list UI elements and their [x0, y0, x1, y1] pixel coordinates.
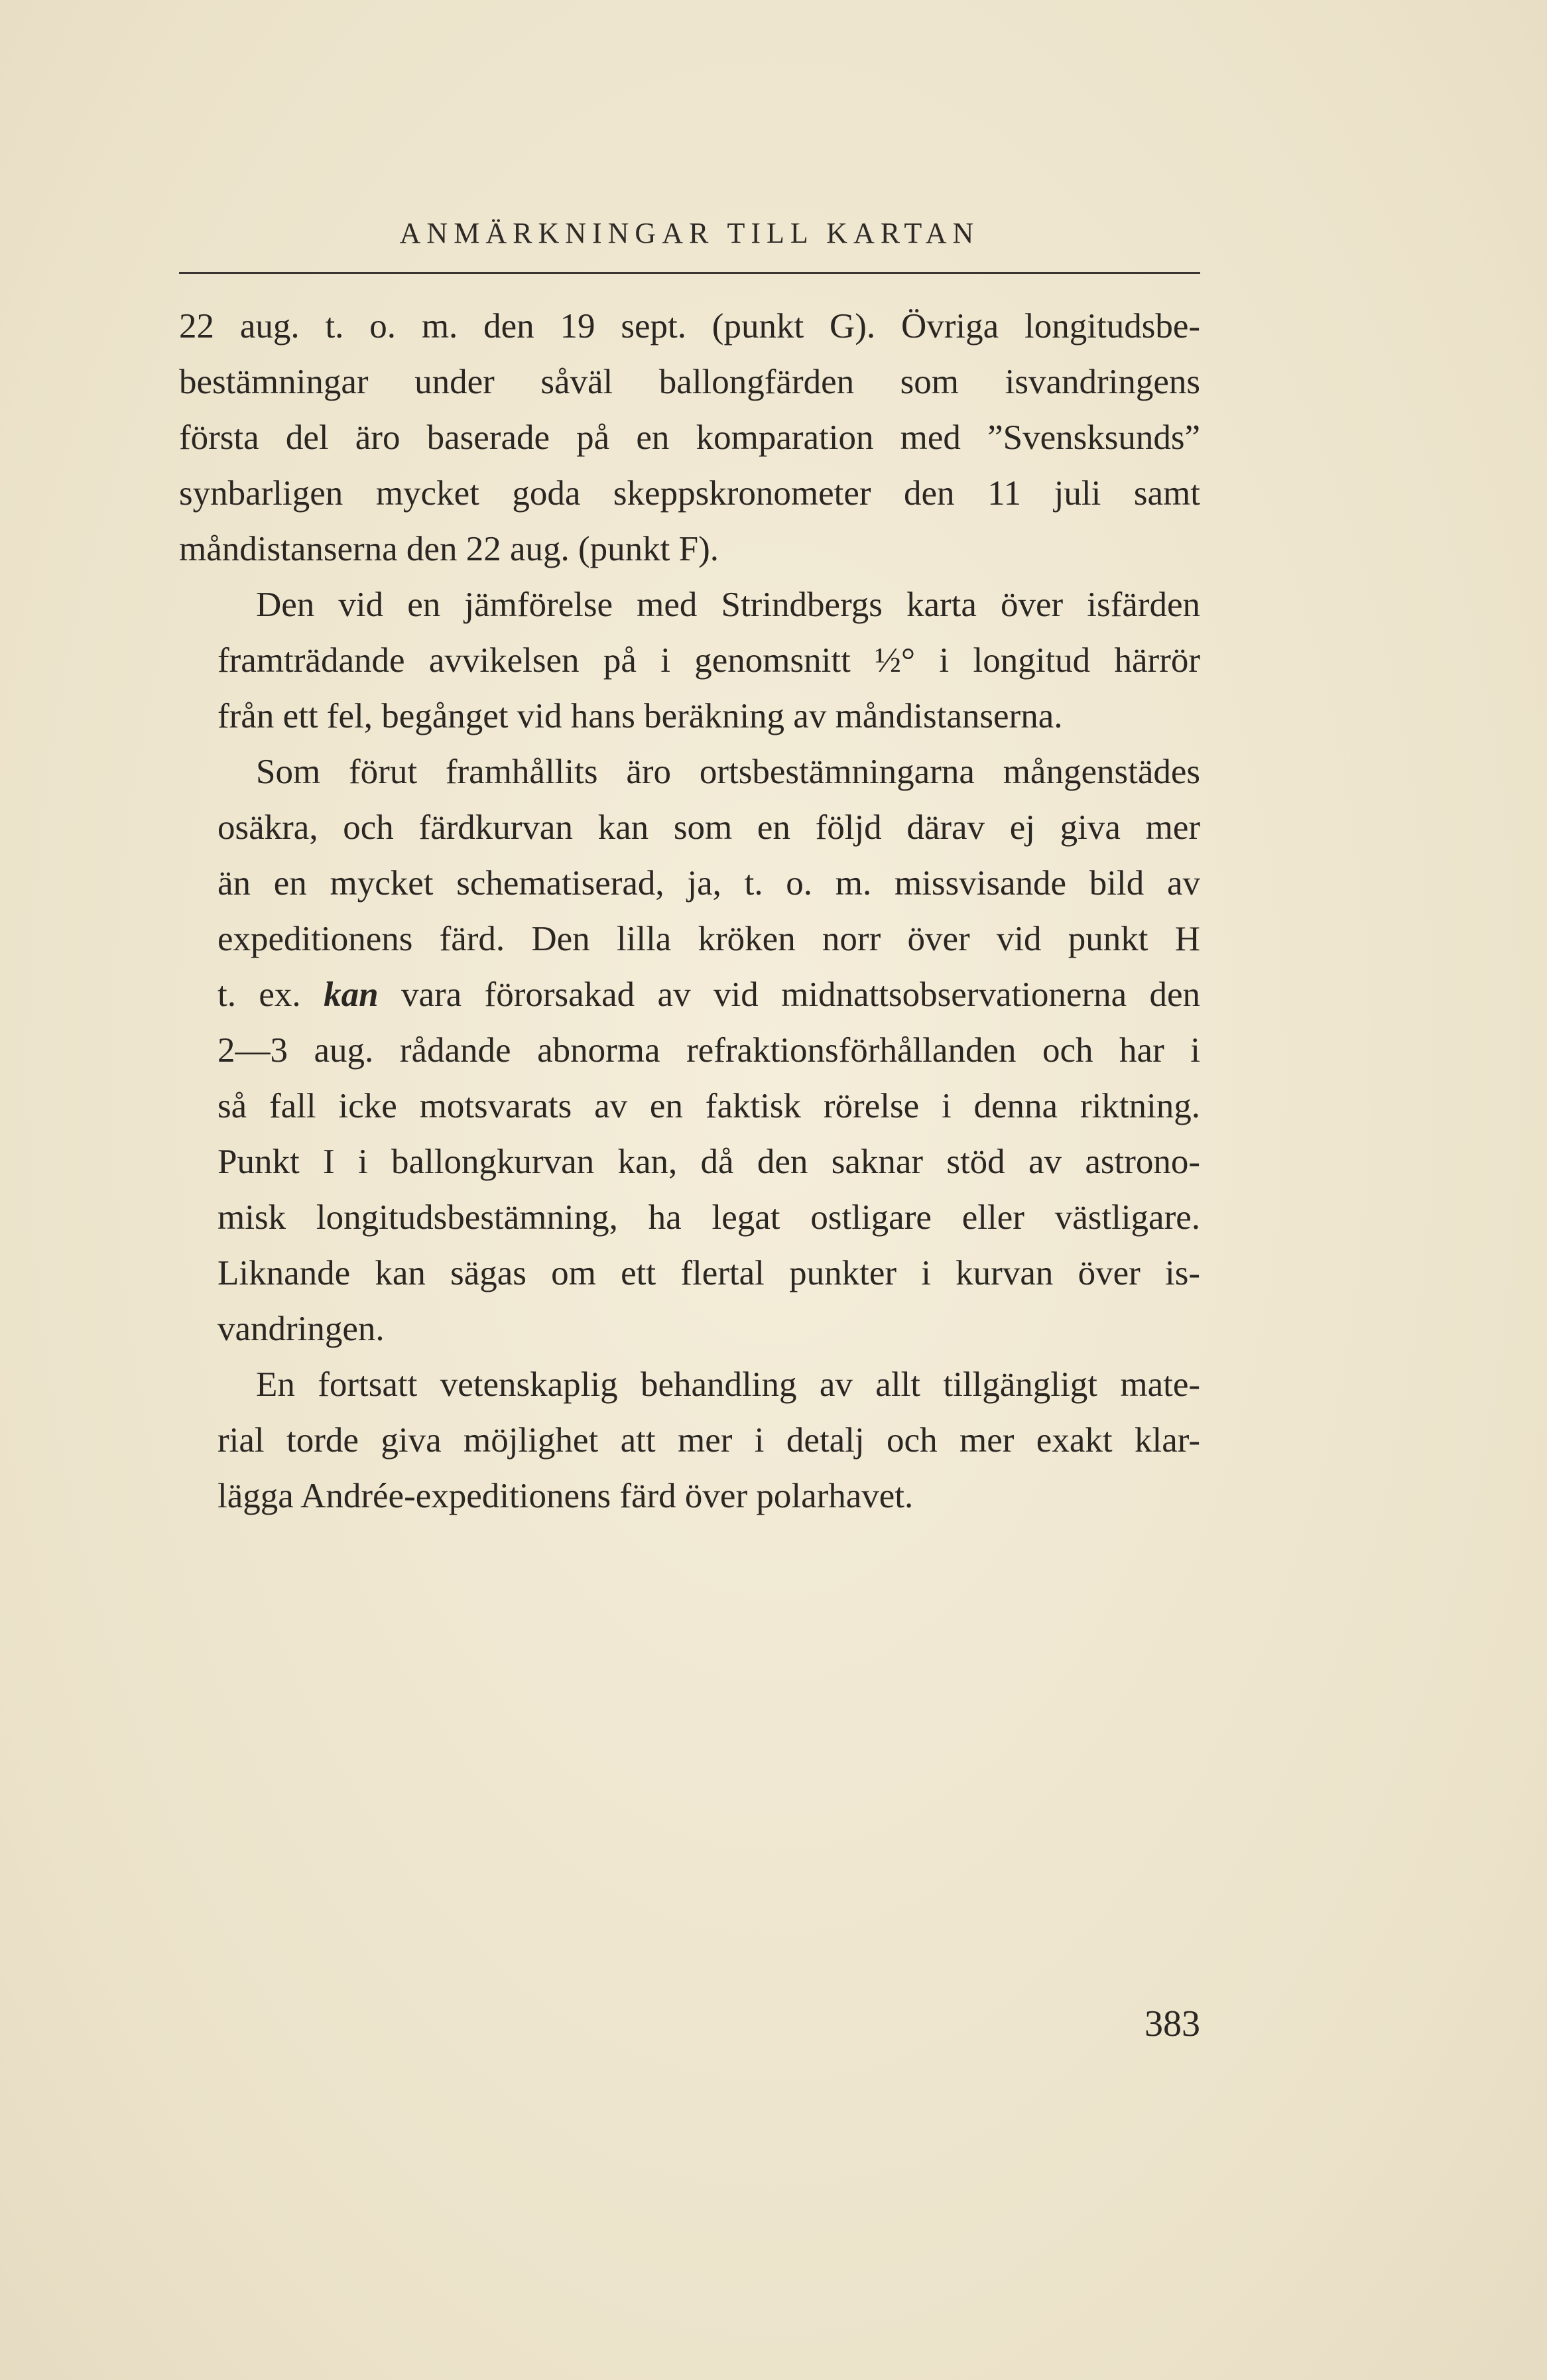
text-run: vara förorsakad av vid midnattsobservationerna den	[401, 975, 1201, 1014]
text-line: osäkra, och färdkurvan kan som en följd därav ej giva mer	[217, 808, 1200, 847]
text-line: Den vid en jämförelse med Strindbergs karta över isfärden	[256, 586, 1200, 624]
text-line: lägga Andrée-expeditionens färd över polarhavet.	[217, 1477, 914, 1515]
text-line: Som förut framhållits äro ortsbestämningarna mångenstädes	[256, 753, 1200, 791]
text-line: En fortsatt vetenskaplig behandling av allt tillgängligt mate-	[256, 1365, 1200, 1404]
paragraph-3	[179, 744, 1200, 1357]
paragraph-2	[179, 577, 1200, 744]
header-rule	[179, 272, 1200, 274]
text-line: synbarligen mycket goda skeppskronometer den 11 juli samt	[179, 474, 1200, 513]
text-line: måndistanserna den 22 aug. (punkt F).	[179, 530, 719, 568]
text-line: 22 aug. t. o. m. den 19 sept. (punkt G). Övriga longitudsbe-	[179, 307, 1200, 345]
text-line: så fall icke motsvarats av en faktisk rörelse i denna riktning.	[217, 1087, 1200, 1125]
running-header: ANMÄRKNINGAR TILL KARTAN	[399, 217, 980, 249]
text-line: vandringen.	[217, 1310, 385, 1348]
text-line: första del äro baserade på en komparation med ”Svensksunds”	[179, 418, 1200, 457]
page-number: 383	[1145, 2003, 1200, 2044]
text-line: framträdande avvikelsen på i genomsnitt ½° i longitud härrör	[217, 641, 1200, 680]
emphasized-word: kan	[324, 975, 379, 1014]
text-line: Liknande kan sägas om ett flertal punkter i kurvan över is-	[217, 1254, 1200, 1292]
text-line: expeditionens färd. Den lilla kröken norr över vid punkt H	[217, 920, 1200, 958]
text-line: bestämningar under såväl ballongfärden som isvandringens	[179, 363, 1200, 401]
body-text	[179, 298, 1200, 1524]
text-line: än en mycket schematiserad, ja, t. o. m. missvisande bild av	[217, 864, 1200, 903]
text-line: rial torde giva möjlighet att mer i detalj och mer exakt klar-	[217, 1421, 1200, 1460]
text-line: Punkt I i ballongkurvan kan, då den saknar stöd av astrono-	[217, 1143, 1200, 1181]
text-line-with-emphasis	[179, 967, 1200, 1023]
text-run: t. ex.	[217, 975, 301, 1014]
text-line: 2—3 aug. rådande abnorma refraktionsförhållanden och har i	[217, 1031, 1200, 1070]
paragraph-1	[179, 298, 1200, 577]
paragraph-4	[179, 1357, 1200, 1524]
text-line: från ett fel, begånget vid hans beräkning av måndistanserna.	[217, 697, 1063, 735]
text-line: misk longitudsbestämning, ha legat ostligare eller västligare.	[217, 1198, 1200, 1237]
